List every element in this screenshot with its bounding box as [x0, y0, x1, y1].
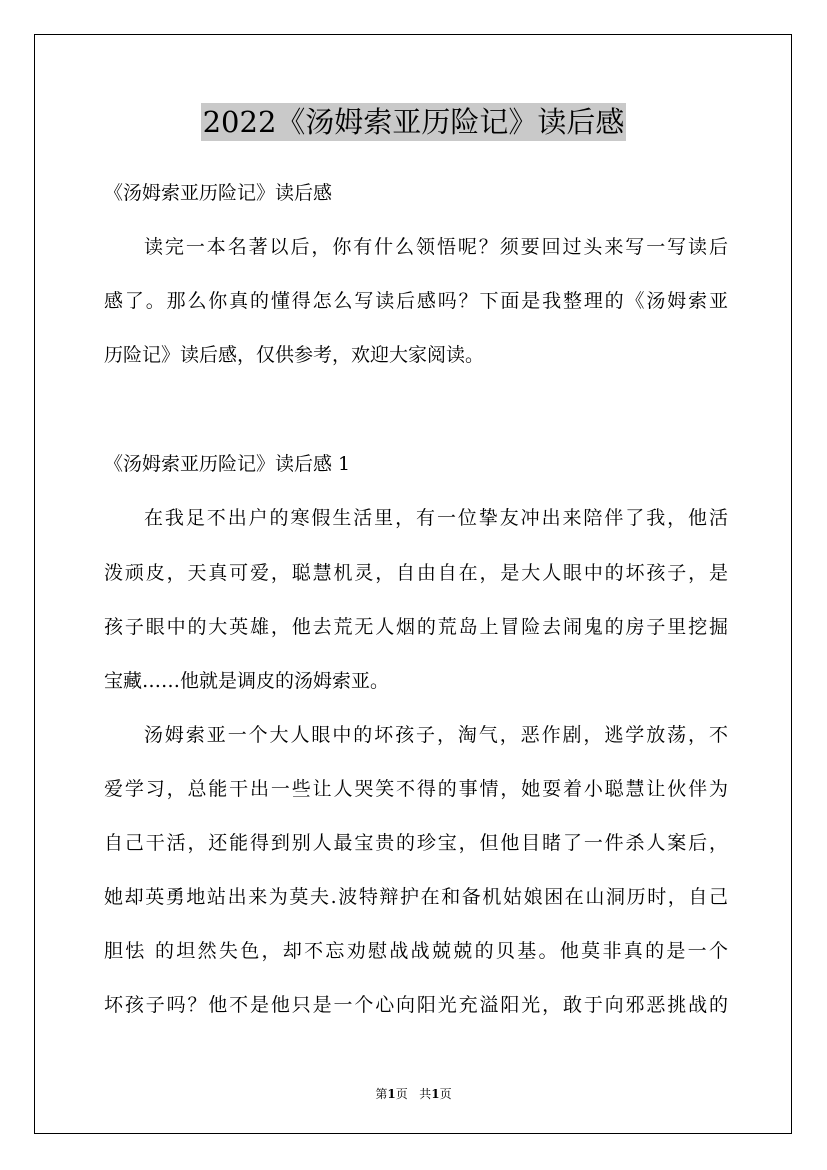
document-title: 2022《汤姆索亚历险记》读后感	[202, 105, 625, 139]
para2-line-5: 胆怯 的坦然失色，却不忘劝慰战战兢兢的贝基。他莫非真的是一个	[104, 940, 728, 962]
para2-line-6: 坏孩子吗？他不是他只是一个心向阳光充溢阳光，敢于向邪恶挑战的	[104, 994, 728, 1016]
footer-page-prefix: 第	[375, 1087, 388, 1101]
intro-line-3: 历险记》读后感，仅供参考，欢迎大家阅读。	[104, 344, 485, 366]
subtitle: 《汤姆索亚历险记》读后感	[104, 182, 333, 204]
footer-total-prefix: 共	[419, 1087, 432, 1101]
section1-heading: 《汤姆索亚历险记》读后感 1	[104, 453, 351, 475]
document-title-wrap	[0, 100, 827, 141]
para1-line-4: 宝藏……他就是调皮的汤姆索亚。	[104, 670, 390, 692]
para1-line-2: 泼顽皮，天真可爱，聪慧机灵，自由自在，是大人眼中的坏孩子，是	[104, 562, 728, 584]
para1-line-3: 孩子眼中的大英雄，他去荒无人烟的荒岛上冒险去闹鬼的房子里挖掘	[104, 616, 728, 638]
para1-line-1: 在我足不出户的寒假生活里，有一位挚友冲出来陪伴了我，他活	[144, 507, 728, 529]
footer-page-number: 1	[387, 1087, 396, 1101]
intro-line-1: 读完一本名著以后，你有什么领悟呢？须要回过头来写一写读后	[144, 236, 728, 258]
para2-line-1: 汤姆索亚一个大人眼中的坏孩子，淘气，恶作剧，逃学放荡，不	[144, 724, 728, 746]
para2-line-4: 她却英勇地站出来为莫夫.波特辩护在和备机姑娘困在山洞历时，自己	[104, 886, 728, 908]
para2-line-3: 自己干活，还能得到别人最宝贵的珍宝，但他目睹了一件杀人案后，	[104, 832, 728, 854]
footer-page-suffix: 页	[395, 1087, 408, 1101]
footer-total-number: 1	[431, 1087, 440, 1101]
para2-line-2: 爱学习，总能干出一些让人哭笑不得的事情，她耍着小聪慧让伙伴为	[104, 778, 728, 800]
page-footer	[0, 1085, 827, 1102]
footer-total-suffix: 页	[439, 1087, 452, 1101]
intro-line-2: 感了。那么你真的懂得怎么写读后感吗？下面是我整理的《汤姆索亚	[104, 290, 728, 312]
